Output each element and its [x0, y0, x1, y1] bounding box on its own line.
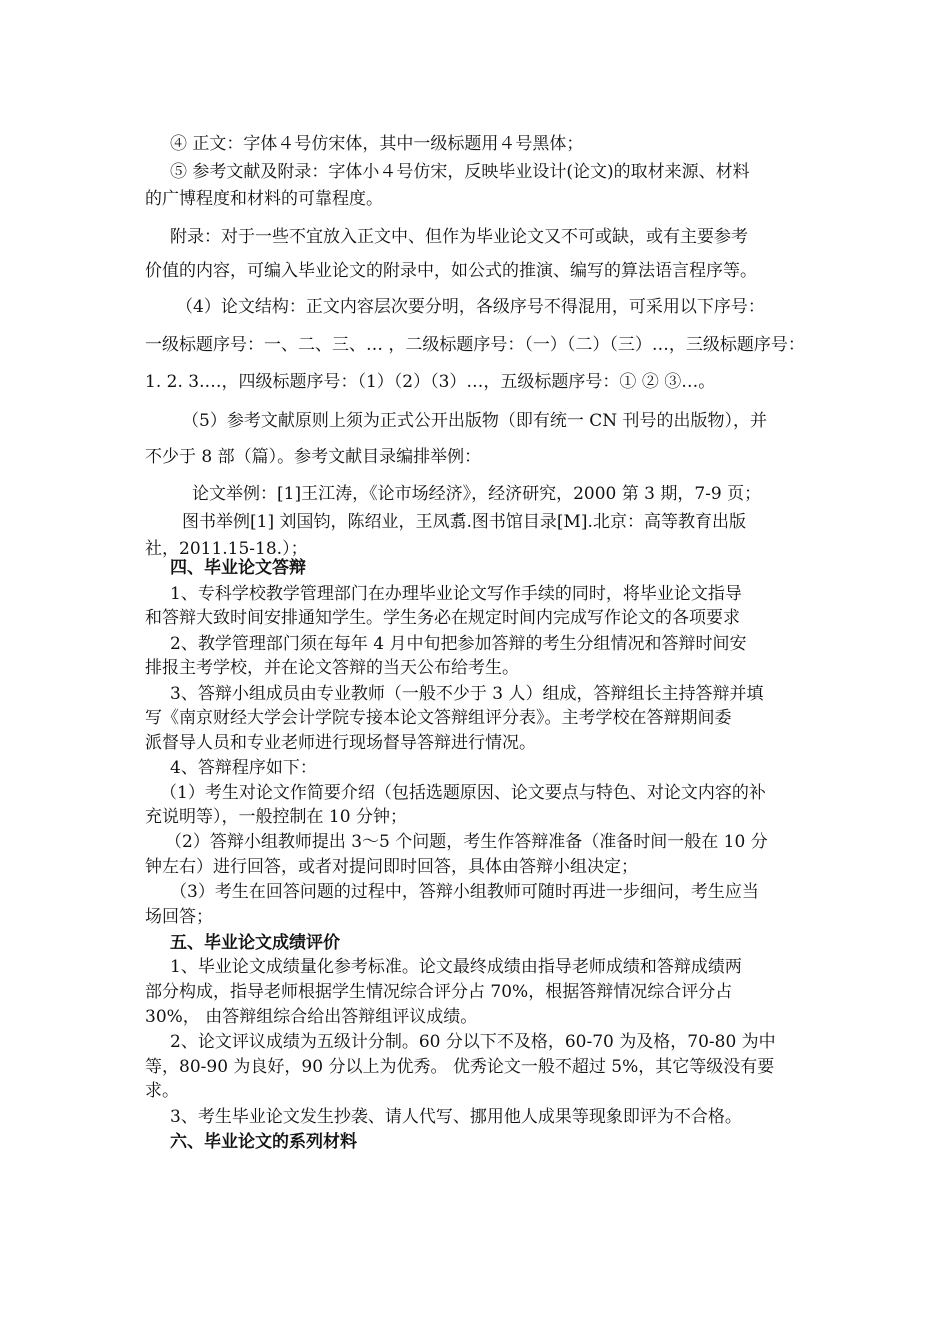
text-line: 4、答辩程序如下： — [170, 758, 317, 778]
text-line: （2）答辩小组教师提出 3～5 个问题，考生作答辩准备（准备时间一般在 10 分 — [165, 832, 768, 852]
section-heading: 六、毕业论文的系列材料 — [170, 1132, 357, 1152]
text-line: 和答辩大致时间安排通知学生。学生务必在规定时间内完成写作论文的各项要求 — [145, 608, 740, 628]
text-line: （5）参考文献原则上须为正式公开出版物（即有统一 CN 刊号的出版物），并 — [182, 411, 768, 431]
text-line: ⑤ 参考文献及附录：字体小４号仿宋，反映毕业设计(论文)的取材来源、材料 — [170, 162, 750, 182]
text-line: 附录：对于一些不宜放入正文中、但作为毕业论文又不可或缺，或有主要参考 — [170, 227, 748, 247]
text-line: 场回答； — [145, 907, 213, 927]
text-line: 求。 — [145, 1081, 179, 1101]
text-line: 钟左右）进行回答，或者对提问即时回答，具体由答辩小组决定； — [145, 857, 638, 877]
text-line: 派督导人员和专业老师进行现场督导答辩进行情况。 — [145, 733, 536, 753]
text-line: 3、答辩小组成员由专业教师（一般不少于 3 人）组成，答辩组长主持答辩并填 — [170, 684, 764, 704]
text-line: 的广博程度和材料的可靠程度。 — [145, 189, 383, 209]
text-line: 社，2011.15-18.）； — [145, 539, 308, 559]
text-line: 充说明等），一般控制在 10 分钟； — [145, 807, 407, 827]
text-line: 一级标题序号：一、二、三、… ，二级标题序号：（一）（二）（三）…，三级标题序号： — [145, 335, 805, 355]
text-line: 30%， 由答辩组综合给出答辩组评议成绩。 — [145, 1007, 478, 1027]
text-line: 2、论文评议成绩为五级计分制。60 分以下不及格，60-70 为及格，70-80 为中 — [170, 1032, 776, 1052]
text-line: 等，80-90 为良好，90 分以上为优秀。 优秀论文一般不超过 5%，其它等级没有要 — [145, 1057, 775, 1077]
text-line: （4）论文结构：正文内容层次要分明，各级序号不得混用，可采用以下序号： — [176, 297, 765, 317]
text-line: （3）考生在回答问题的过程中，答辩小组教师可随时再进一步细问，考生应当 — [170, 882, 759, 902]
section-heading: 五、毕业论文成绩评价 — [170, 933, 340, 953]
text-line: ④ 正文：字体４号仿宋体，其中一级标题用４号黑体； — [170, 134, 584, 154]
text-line: 3、考生毕业论文发生抄袭、请人代写、挪用他人成果等现象即评为不合格。 — [170, 1107, 742, 1127]
text-line: 1、专科学校教学管理部门在办理毕业论文写作手续的同时，将毕业论文指导 — [170, 584, 742, 604]
text-line: 图书举例[1] 刘国钧，陈绍业，王凤翥.图书馆目录[M].北京：高等教育出版 — [182, 512, 746, 532]
text-line: 写《南京财经大学会计学院专接本论文答辩组评分表》。主考学校在答辩期间委 — [145, 708, 732, 728]
text-line: 不少于 8 部（篇）。参考文献目录编排举例： — [145, 447, 482, 467]
text-line: 部分构成，指导老师根据学生情况综合评分占 70%，根据答辩情况综合评分占 — [145, 982, 733, 1002]
text-line: （1）考生对论文作简要介绍（包括选题原因、论文要点与特色、对论文内容的补 — [160, 783, 766, 803]
text-line: 2、教学管理部门须在每年 4 月中旬把参加答辩的考生分组情况和答辩时间安 — [170, 634, 747, 654]
section-heading: 四、毕业论文答辩 — [170, 558, 306, 578]
text-line: 1、毕业论文成绩量化参考标准。论文最终成绩由指导老师成绩和答辩成绩两 — [170, 957, 742, 977]
text-line: 论文举例：[1]王江涛，《论市场经济》，经济研究，2000 第 3 期，7-9 页； — [192, 484, 762, 504]
text-line: 价值的内容，可编入毕业论文的附录中，如公式的推演、编写的算法语言程序等。 — [145, 261, 757, 281]
text-line: 排报主考学校，并在论文答辩的当天公布给考生。 — [145, 658, 519, 678]
text-line: 1. 2. 3.…，四级标题序号：（1）（2）（3）…，五级标题序号：① ② ③…。 — [145, 372, 716, 392]
